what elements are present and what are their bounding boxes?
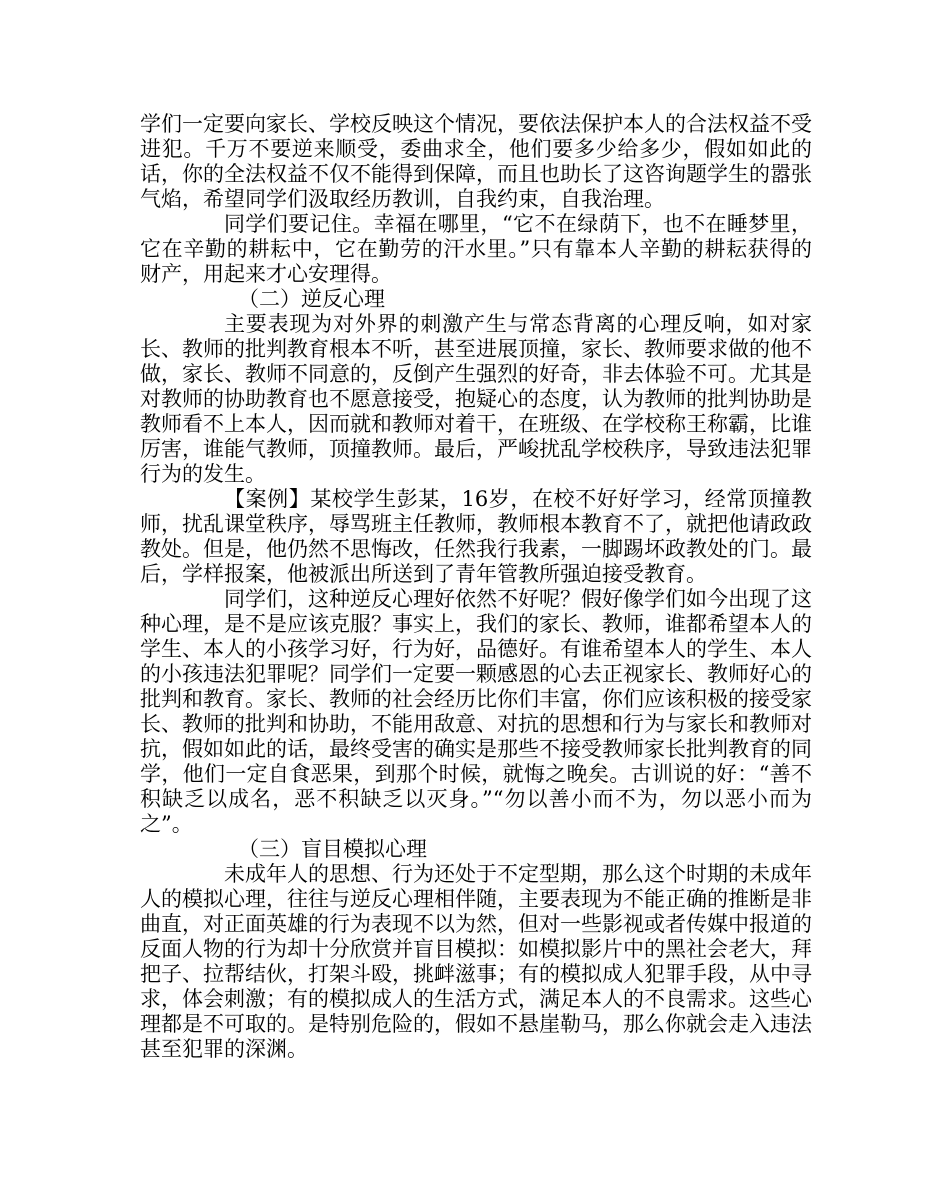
paragraph-happiness: 同学们要记住。幸福在哪里，“它不在绿荫下，也不在睡梦里，它在辛勤的耕耘中，它在勤劳的汗水里。”只有靠本人辛勤的耕耘获得的财产，用起来才心安理得。: [140, 212, 812, 286]
paragraph-imitation-description: 未成年人的思想、行为还处于不定型期，那么这个时期的未成年人的模拟心理，往往与逆反心理相伴随，主要表现为不能正确的推断是非曲直，对正面英雄的行为表现不以为然，但对一些影视或者传媒中报道的反面人物的行为却十分欣赏并盲目模拟：如模拟影片中的黑社会老大，拜把子、拉帮结伙，打架斗殴，挑衅滋事；有的模拟成人犯罪手段，从中寻求，体会刺激；有的模拟成人的生活方式，满足本人的不良需求。这些心理都是不可取的。是特别危险的，假如不悬崖勒马，那么你就会走入违法甚至犯罪的深渊。: [140, 862, 812, 1061]
section-heading-rebellious: （二）逆反心理: [238, 287, 385, 311]
section-heading-imitation: （三）盲目模拟心理: [238, 837, 427, 861]
document-page: [140, 112, 812, 1062]
paragraph-advice: 同学们，这种逆反心理好依然不好呢？假好像学们如今出现了这种心理，是不是应该克服？事实上，我们的家长、教师，谁都希望本人的学生、本人的小孩学习好，行为好，品德好。有谁希望本人的学生、本人的小孩违法犯罪呢？同学们一定要一颗感恩的心去正视家长、教师好心的批判和教育。家长、教师的社会经历比你们丰富，你们应该积极的接受家长、教师的批判和协助，不能用敌意、对抗的思想和行为与家长和教师对抗，假如如此的话，最终受害的确实是那些不接受教师家长批判教育的同学，他们一定自食恶果，到那个时候，就悔之晚矣。古训说的好：“善不积缺乏以成名，恶不积缺乏以灭身。”“勿以善小而不为，勿以恶小而为之”。: [140, 587, 812, 836]
paragraph-case-study: 【案例】某校学生彭某，16岁，在校不好好学习，经常顶撞教师，扰乱课堂秩序，辱骂班主任教师，教师根本教育不了，就把他请政政教处。但是，他仍然不思悔改，任然我行我素，一脚踢坏政教处的门。最后，学样报案，他被派出所送到了青年管教所强迫接受教育。: [140, 487, 812, 586]
paragraph-rebellious-description: 主要表现为对外界的刺激产生与常态背离的心理反响，如对家长、教师的批判教育根本不听，甚至进展顶撞，家长、教师要求做的他不做，家长、教师不同意的，反倒产生强烈的好奇，非去体验不可。尤其是对教师的协助教育也不愿意接受，抱疑心的态度，认为教师的批判协助是教师看不上本人，因而就和教师对着干，在班级、在学校称王称霸，比谁厉害，谁能气教师，顶撞教师。最后，严峻扰乱学校秩序，导致违法犯罪行为的发生。: [140, 312, 812, 486]
paragraph-rights: 学们一定要向家长、学校反映这个情况，要依法保护本人的合法权益不受进犯。千万不要逆来顺受，委曲求全，他们要多少给多少，假如如此的话，你的全法权益不仅不能得到保障，而且也助长了这咨询题学生的嚣张气焰，希望同学们汲取经历教训，自我约束，自我治理。: [140, 112, 812, 211]
